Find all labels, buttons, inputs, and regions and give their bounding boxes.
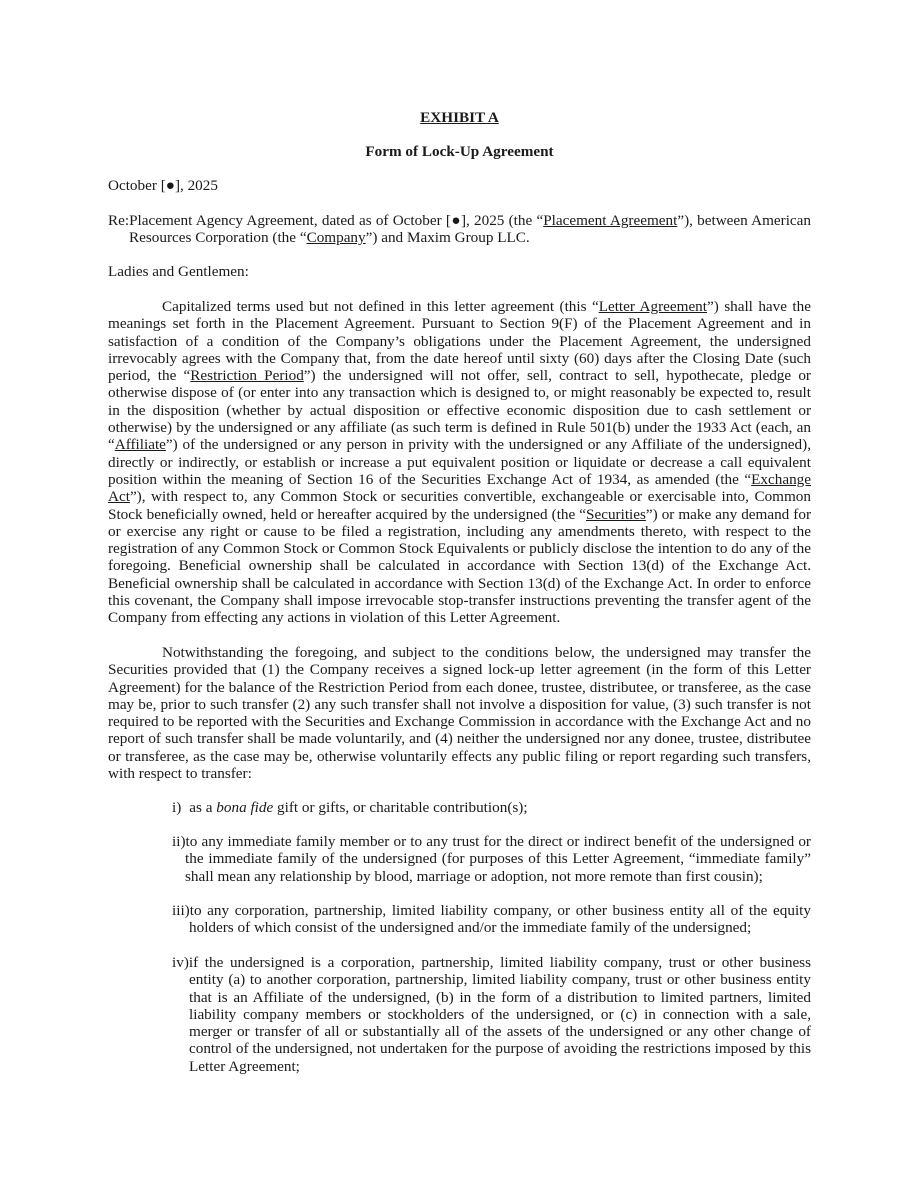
date-line: October [●], 2025 [108, 177, 218, 194]
list-marker: iv) [172, 954, 189, 971]
list-text-italic: bona fide [216, 799, 274, 816]
p1-text-d: ”) of the undersigned or any person in privity with the undersigned or any Affiliate of the undersigned), directly or indirectly, or establish or increase a put equivalent position or liquidate or decrease a call equivalent position within the meaning of Section 16 of the Securities Exchange Act of 1934, as amended (the “ [108, 436, 811, 488]
term-exchange-act: Exchange Act [108, 470, 811, 506]
form-title: Form of Lock-Up Agreement [365, 143, 554, 160]
p1-text-e: ”), with respect to, any Common Stock or securities convertible, exchangeable or exercisable into, Common Stock beneficially owned, held or hereafter acquired by the undersigned (the “ [108, 488, 811, 523]
list-text: gift or gifts, or charitable contribution(s); [273, 799, 528, 816]
list-marker: ii) [172, 833, 186, 850]
p1-text-f: ”) or make any demand for or exercise any right or cause to be filed a registration, including any amendments thereto, with respect to the registration of any Common Stock or Common Stock Equivalents or publicly disclose the intention to do any of the foregoing. Beneficial ownership shall be calculated in accordance with Section 13(d) of the Exchange Act. Beneficial ownership shall be calculated in accordance with Section 13(d) of the Exchange Act. In order to enforce this covenant, the Company shall impose irrevocable stop-transfer instructions preventing the transfer agent of the Company from effecting any actions in violation of this Letter Agreement. [108, 505, 811, 627]
list-marker: i) [172, 799, 182, 816]
term-letter-agreement: Letter Agreement [598, 298, 707, 315]
paragraph-notwithstanding: Notwithstanding the foregoing, and subject to the conditions below, the undersigned may transfer the Securities provided that (1) the Company receives a signed lock-up letter agreement (in the form of this Letter Agreement) for the balance of the Restriction Period from each donee, trustee, distributee, or transferee, as the case may be, prior to such transfer (2) any such transfer shall not involve a disposition for value, (3) such transfer is not required to be reported with the Securities and Exchange Commission in accordance with the Exchange Act and no report of such transfer shall be made voluntarily, and (4) neither the undersigned nor any donee, trustee, distributee or transferee, as the case may be, otherwise voluntarily effects any public filing or report regarding such transfers, with respect to transfer: [108, 644, 811, 783]
list-text: to any immediate family member or to any trust for the direct or indirect benefit of the undersigned or the immediate family of the undersigned (for purposes of this Letter Agreement, “immediate family” shall mean any relationship by blood, marriage or adoption, not more remote than first cousin); [185, 833, 811, 885]
p1-text-c: ”) the undersigned will not offer, sell, contract to sell, hypothecate, pledge or otherwise dispose of (or enter into any transaction which is designed to, or might reasonably be expected to, result in the disposition (whether by actual disposition or effective economic disposition due to cash settlement or otherwise) by the undersigned or any affiliate (as such term is defined in Rule 501(b) under the 1933 Act (each, an “ [108, 367, 811, 454]
re-text-1: Placement Agency Agreement, dated as of October [●], 2025 (the “ [129, 212, 544, 229]
list-text: to any corporation, partnership, limited liability company, or other business entity all of the equity holders of which consist of the undersigned and/or the immediate family of the undersigned; [189, 902, 811, 937]
term-restriction-period: Restriction Period [190, 367, 304, 385]
exhibit-heading: EXHIBIT A [420, 109, 499, 126]
re-prefix: Re: [108, 212, 130, 229]
list-text: as a [189, 799, 217, 816]
list-item-iii [172, 902, 811, 937]
paragraph-definitions [108, 298, 811, 627]
term-company: Company [306, 229, 366, 247]
salutation: Ladies and Gentlemen: [108, 263, 249, 280]
term-placement-agreement: Placement Agreement [543, 212, 678, 229]
list-item-ii [172, 833, 811, 885]
term-securities: Securities [586, 505, 646, 523]
re-text-3: ”) and Maxim Group LLC. [365, 229, 530, 247]
term-affiliate: Affiliate [114, 436, 166, 454]
list-text: if the undersigned is a corporation, partnership, limited liability company, trust or other business entity (a) to another corporation, partnership, limited liability company, trust or other business entity that is an Affiliate of the undersigned, (b) in the form of a distribution to limited partners, limited liability company members or stockholders of the undersigned, or (c) in connection with a sale, merger or transfer of all or substantially all of the assets of the undersigned or any other change of control of the undersigned, not undertaken for the purpose of avoiding the restrictions imposed by this Letter Agreement; [188, 954, 811, 1075]
re-text-2: ”), between American Resources Corporation (the “ [129, 212, 812, 247]
p1-text-b: ”) shall have the meanings set forth in the Placement Agreement. Pursuant to Section 9(F) of the Placement Agreement and in satisfaction of a condition of the Company’s obligations under the Placement Agreement, the undersigned irrevocably agrees with the Company that, from the date hereof until sixty (60) days after the Closing Date (such period, the “ [108, 298, 811, 385]
list-marker: iii) [172, 902, 190, 919]
list-item-iv [172, 954, 811, 1075]
p1-text-a: Capitalized terms used but not defined in this letter agreement (this “ [162, 298, 599, 315]
re-line [108, 212, 811, 247]
list-item-i [172, 799, 811, 816]
